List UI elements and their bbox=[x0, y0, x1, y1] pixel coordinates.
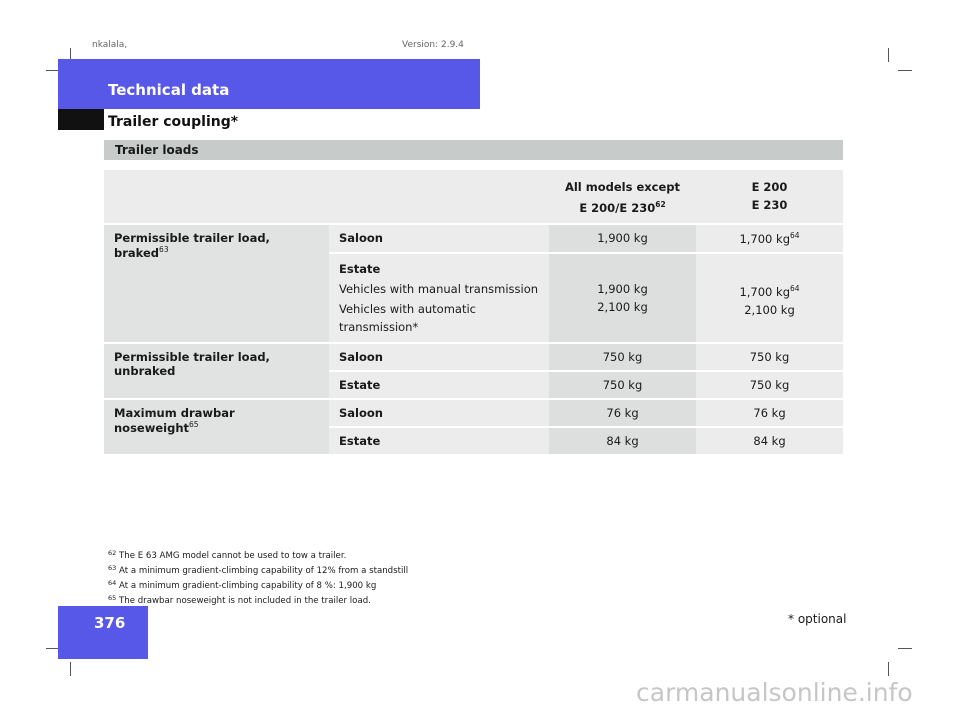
value-cell: 750 kg bbox=[696, 344, 843, 372]
footnote: $^{64}$ At a minimum gradient-climbing capability of 8 %: 1,900 kg bbox=[108, 579, 377, 591]
value-cell: 84 kg bbox=[549, 428, 696, 456]
crop-mark-bottom-left bbox=[70, 662, 71, 676]
crop-mark-bottom-right-h bbox=[898, 648, 912, 649]
header-e230: E 230 bbox=[751, 198, 788, 212]
header-all-models-line1: All models except bbox=[564, 180, 681, 194]
trailer-loads-table bbox=[104, 170, 843, 456]
footnote-ref: 62 bbox=[655, 200, 666, 209]
header-all-models-line2: E 200/E $230^{62}$ bbox=[579, 200, 666, 215]
table-row bbox=[104, 400, 843, 428]
value-cell: 84 kg bbox=[696, 428, 843, 456]
row-label-unbraked: Permissible trailer load, unbraked bbox=[104, 344, 329, 400]
footnote-ref: 64 bbox=[790, 284, 800, 293]
value-cell: 1,900 kg 2,100 kg bbox=[549, 254, 696, 344]
value-cell: 750 kg bbox=[549, 344, 696, 372]
header-e200: E 200 bbox=[751, 180, 788, 194]
print-header-left: nkalala, bbox=[92, 40, 128, 50]
model-saloon: Saloon bbox=[329, 344, 549, 372]
row-label-noseweight: Maximum drawbar noseweight$^{65}$ bbox=[104, 400, 329, 456]
model-saloon: Saloon bbox=[329, 400, 549, 428]
header-cell-e200-e230 bbox=[696, 170, 843, 225]
table-row bbox=[104, 225, 843, 254]
table-row bbox=[104, 344, 843, 372]
page-number: 376 bbox=[94, 614, 126, 632]
header-cell-empty-2 bbox=[329, 170, 549, 225]
estate-auto-label: Vehicles with automatic transmission* bbox=[339, 302, 476, 334]
model-estate bbox=[329, 254, 549, 344]
value-cell: 750 kg bbox=[549, 372, 696, 400]
model-estate: Estate bbox=[329, 372, 549, 400]
heading-tab bbox=[58, 109, 104, 130]
footnote-ref: 63 bbox=[159, 245, 169, 254]
model-saloon: Saloon bbox=[329, 225, 549, 254]
footnote-ref: 65 bbox=[189, 420, 199, 429]
header-cell-all-models bbox=[549, 170, 696, 225]
crop-mark-top-right bbox=[888, 48, 889, 62]
page-heading: Trailer coupling* bbox=[108, 114, 239, 130]
header-cell-empty-1 bbox=[104, 170, 329, 225]
value-cell: 1,700 $kg^{64}$ 2,100 kg bbox=[696, 254, 843, 344]
model-estate-label: Estate bbox=[339, 262, 381, 276]
estate-manual-label: Vehicles with manual transmission bbox=[339, 282, 539, 296]
table-caption: Trailer loads bbox=[104, 140, 843, 160]
value-cell: 1,700 $kg^{64}$ bbox=[696, 225, 843, 254]
footnote: $^{63}$ At a minimum gradient-climbing capability of 12% from a standstill bbox=[108, 564, 409, 576]
footnote: $^{62}$ The E 63 AMG model cannot be used to tow a trailer. bbox=[108, 549, 347, 561]
crop-mark-top-right-h bbox=[898, 70, 912, 71]
footnotes bbox=[108, 547, 408, 607]
footnote-ref: 64 bbox=[790, 231, 800, 240]
crop-mark-bottom-right bbox=[888, 662, 889, 676]
value-cell: 76 kg bbox=[549, 400, 696, 428]
optional-note: * optional bbox=[788, 612, 847, 626]
row-label-braked: Permissible trailer load, braked$^{63}$ bbox=[104, 225, 329, 344]
watermark: carmanualsonline.info bbox=[636, 678, 913, 707]
section-title: Technical data bbox=[108, 81, 230, 99]
value-cell: 1,900 kg bbox=[549, 225, 696, 254]
value-cell: 76 kg bbox=[696, 400, 843, 428]
value-cell: 750 kg bbox=[696, 372, 843, 400]
table-header-row bbox=[104, 170, 843, 225]
print-header-right: Version: 2.9.4 bbox=[402, 40, 464, 50]
footnote: $^{65}$ The drawbar noseweight is not included in the trailer load. bbox=[108, 594, 371, 606]
model-estate: Estate bbox=[329, 428, 549, 456]
